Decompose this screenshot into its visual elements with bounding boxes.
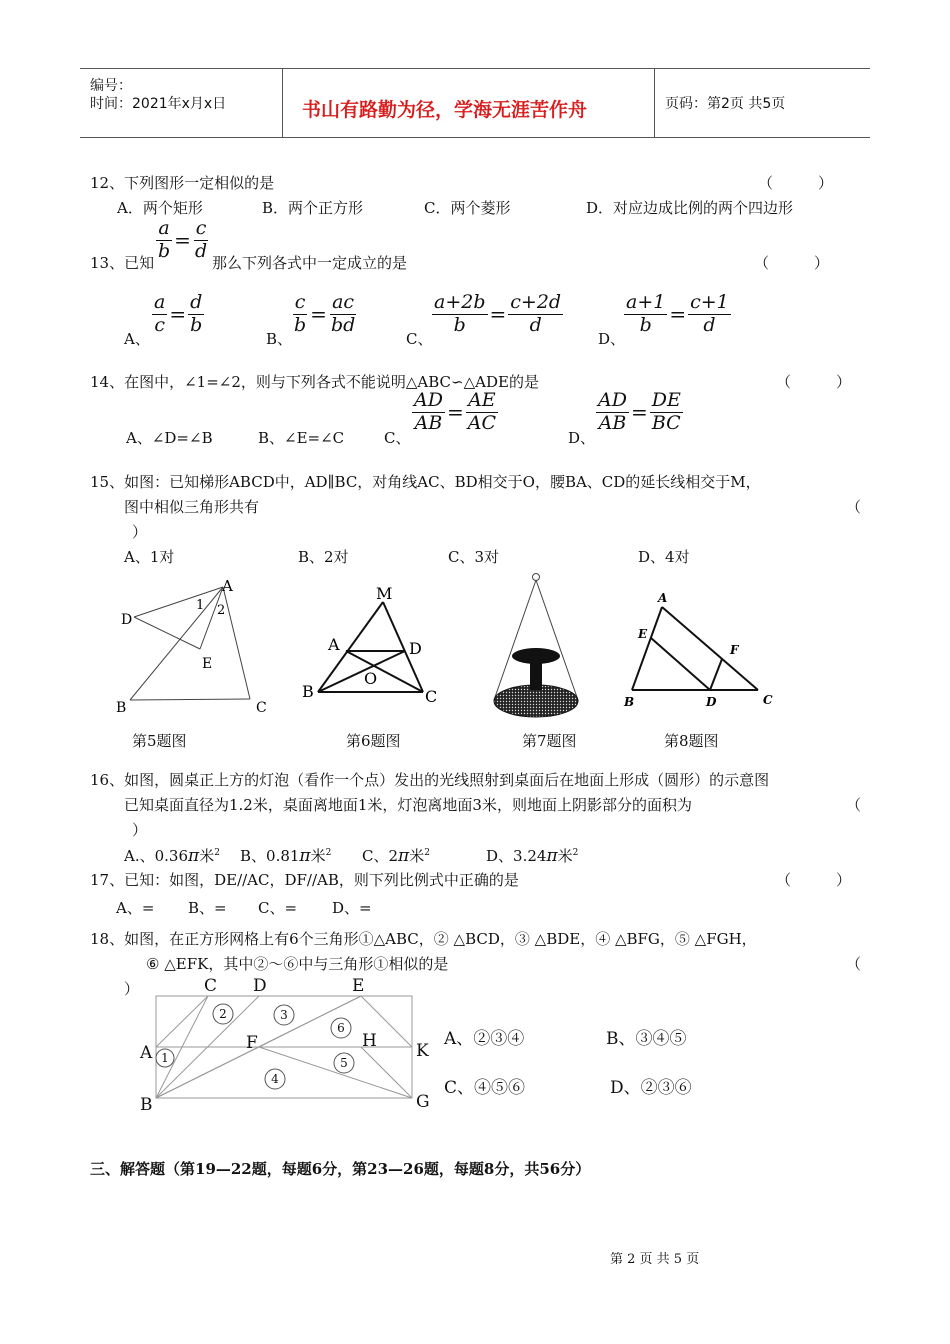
q16-option-c (362, 845, 430, 866)
fraction-denominator: d (529, 313, 542, 336)
q13-given-equation: $\frac{a}{b}$ = $\frac{c}{d}$ (158, 217, 208, 262)
fraction-denominator: AC (467, 411, 496, 434)
figure-18-grid (136, 972, 436, 1114)
figure-8 (616, 582, 786, 712)
fraction-denominator: b (190, 313, 203, 336)
fig18-circle-3: 3 (280, 1008, 288, 1022)
unit-text: 米 (557, 847, 573, 865)
q13-option-c-equation: $\frac{a+2b}{b}$ = $\frac{c+2d}{d}$ (434, 291, 562, 336)
q15-paren-close: ） (132, 523, 148, 541)
q16-option-d (486, 845, 578, 866)
q15-line2: 图中相似三角形共有 (124, 498, 260, 516)
header-meta-cell (80, 69, 283, 137)
q16-line2: 已知桌面直径为1.2米，桌面离地面1米，灯泡离地面3米，则地面上阴影部分的面积为 (124, 796, 692, 814)
fig18-label-d: D (253, 976, 267, 996)
q13-option-b-equation: $\frac{c}{b}$ = $\frac{ac}{bd}$ (294, 291, 356, 336)
fig18-label-k: K (416, 1041, 429, 1061)
fig8-label-e: E (638, 627, 648, 641)
fraction-denominator: b (294, 313, 307, 336)
q14-option-b: B、∠E=∠C (258, 429, 345, 447)
pi-symbol: π (188, 846, 200, 866)
option-value: D、3.24 (486, 847, 547, 865)
header-motto: 书山有路勤为径，学海无涯苦作舟 (302, 99, 588, 121)
fig6-label-d: D (409, 639, 422, 658)
fig8-label-b: B (624, 695, 635, 709)
q14-option-d-label: D、 (568, 429, 596, 447)
unit-text: 米 (409, 847, 425, 865)
figure-7 (484, 568, 594, 720)
q17-option-d: D、= (332, 899, 372, 917)
fraction-numerator: a+2b (434, 291, 486, 313)
option-value: C、2 (362, 847, 399, 865)
fraction-denominator: AB (414, 411, 443, 434)
superscript: 2 (424, 848, 430, 858)
fig18-label-f: F (246, 1033, 258, 1053)
fraction-numerator: AD (598, 389, 627, 411)
fig18-label-g: G (416, 1092, 430, 1112)
fig6-label-b: B (302, 682, 314, 701)
q17-option-b: B、= (188, 899, 227, 917)
q14-option-d-equation: $\frac{AD}{AB}$ = $\frac{DE}{BC}$ (598, 389, 681, 434)
q15-option-c: C、3对 (448, 548, 500, 566)
fig5-label-2: 2 (217, 603, 226, 618)
fig18-label-b: B (140, 1095, 153, 1114)
fig18-label-e: E (352, 976, 365, 996)
fraction-numerator: a+1 (626, 291, 666, 313)
header-page-cell (654, 69, 871, 137)
q13-option-a-equation: $\frac{a}{c}$ = $\frac{d}{b}$ (154, 291, 203, 336)
fraction-denominator: BC (651, 411, 681, 434)
fig7-caption: 第7题图 (522, 732, 577, 750)
fig18-circle-5: 5 (340, 1056, 348, 1070)
q12-paren: （ ） (758, 174, 834, 192)
q15-option-a: A、1对 (124, 548, 175, 566)
q16-option-b (240, 845, 331, 866)
fig18-label-a: A (140, 1043, 153, 1063)
q15-option-d: D、4对 (638, 548, 690, 566)
fig5-label-d: D (121, 612, 133, 628)
fraction-numerator: c+1 (690, 291, 729, 313)
q16-line1: 16、如图，圆桌正上方的灯泡（看作一个点）发出的光线照射到桌面后在地面上形成（圆形）的示意图 (90, 771, 770, 789)
q18-line2: ⑥ △EFK，其中②～⑥中与三角形①相似的是 (146, 955, 449, 973)
fig6-label-m: M (376, 584, 393, 603)
option-value: A.、0.36 (124, 847, 188, 865)
q14-option-c-equation: $\frac{AD}{AB}$ = $\frac{AE}{AC}$ (414, 389, 496, 434)
fig18-circle-2: 2 (219, 1007, 227, 1021)
fig5-label-a: A (222, 577, 233, 595)
q12-option-a: A．两个矩形 (117, 199, 203, 217)
q13-option-a-label: A、 (124, 330, 150, 348)
unit-text: 米 (310, 847, 326, 865)
q18-paren-close: ） (124, 980, 140, 998)
q17-option-a: A、= (116, 899, 155, 917)
q13-prefix: 13、已知 (90, 254, 155, 272)
superscript: 2 (214, 848, 220, 858)
fig6-caption: 第6题图 (346, 732, 401, 750)
fig6-label-o: O (364, 669, 378, 688)
fig5-label-c: C (256, 700, 267, 716)
unit-text: 米 (199, 847, 215, 865)
q16-paren-close: ） (132, 821, 148, 839)
fraction-numerator: c+2d (510, 291, 562, 313)
q13-option-d-equation: $\frac{a+1}{b}$ = $\frac{c+1}{d}$ (626, 291, 729, 336)
fraction-denominator: b (158, 239, 171, 262)
fraction-numerator: AE (468, 389, 496, 411)
q14-option-a: A、∠D=∠B (126, 429, 213, 447)
q18-option-d: D、②③⑥ (610, 1078, 692, 1098)
pi-symbol: π (299, 846, 311, 866)
table-leg (530, 660, 542, 690)
q18-line1: 18、如图，在正方形网格上有6个三角形①△ABC，② △BCD，③ △BDE，④ △BFG，⑤ △FGH， (90, 930, 757, 948)
fig5-caption: 第5题图 (132, 732, 187, 750)
fig18-circle-4: 4 (271, 1072, 279, 1086)
fraction-numerator: c (195, 217, 207, 239)
q18-paren-open: （ (846, 955, 862, 973)
fraction-denominator: c (154, 313, 165, 336)
q15-line1: 15、如图：已知梯形ABCD中，AD∥BC，对角线AC、BD相交于O，腰BA、CD的延长线相交于M， (90, 473, 761, 491)
fraction-numerator: c (294, 291, 306, 313)
q14-stem: 14、在图中，∠1=∠2，则与下列各式不能说明△ABC∽△ADE的是 (90, 373, 539, 391)
q18-option-a: A、②③④ (444, 1029, 525, 1049)
q15-option-b: B、2对 (298, 548, 349, 566)
q17-option-c: C、= (258, 899, 298, 917)
fig8-label-f: F (730, 643, 739, 657)
superscript: 2 (325, 848, 332, 858)
fig18-circle-6: 6 (337, 1021, 345, 1035)
q12-option-d: D．对应边成比例的两个四边形 (586, 199, 794, 217)
q12-option-b: B．两个正方形 (262, 199, 364, 217)
fraction-denominator: d (703, 313, 716, 336)
q15-paren-open: （ (846, 498, 862, 516)
header-page-label: 页码：第2页 共5页 (665, 96, 786, 112)
fig18-label-c: C (204, 976, 218, 996)
fraction-numerator: ac (332, 291, 355, 313)
q13-paren: （ ） (754, 254, 830, 272)
fraction-numerator: AD (414, 389, 443, 411)
section-3-heading: 三、解答题（第19—22题，每题6分，第23—26题，每题8分，共56分） (90, 1160, 591, 1178)
q12-stem: 12、下列图形一定相似的是 (90, 174, 275, 192)
superscript: 2 (572, 848, 579, 858)
fig5-label-e: E (202, 656, 213, 672)
fig18-label-h: H (362, 1031, 377, 1051)
serial-label: 编号： (90, 78, 132, 94)
figure-5 (110, 572, 280, 720)
pi-symbol: π (546, 846, 558, 866)
fig6-label-c: C (425, 687, 438, 705)
table-top (512, 648, 560, 664)
q16-option-a (124, 845, 220, 866)
time-label: 时间：2021年x月x日 (90, 96, 227, 112)
pi-symbol: π (398, 846, 410, 866)
fraction-denominator: d (194, 239, 208, 262)
page-footer: 第 2 页 共 5 页 (610, 1252, 700, 1267)
fig8-label-a: A (658, 591, 668, 605)
q13-option-c-label: C、 (406, 330, 433, 348)
q16-paren-open: （ (846, 796, 862, 814)
fraction-numerator: a (154, 291, 166, 313)
fig8-caption: 第8题图 (664, 732, 719, 750)
q13-suffix: 那么下列各式中一定成立的是 (212, 254, 408, 272)
fraction-denominator: b (453, 313, 466, 336)
q13-option-b-label: B、 (266, 330, 293, 348)
q14-paren: （ ） (776, 373, 852, 391)
q13-option-d-label: D、 (598, 330, 626, 348)
q14-option-c-label: C、 (384, 429, 411, 447)
q18-option-c: C、④⑤⑥ (444, 1078, 526, 1098)
fig6-label-a: A (328, 635, 340, 654)
q17-paren: （ ） (776, 871, 852, 889)
figure-6 (298, 580, 448, 705)
page-header (80, 68, 870, 138)
option-value: B、0.81 (240, 847, 300, 865)
fraction-numerator: a (158, 217, 170, 239)
fraction-denominator: b (639, 313, 652, 336)
fig5-label-1: 1 (196, 598, 205, 613)
q17-stem: 17、已知：如图，DE//AC，DF//AB，则下列比例式中正确的是 (90, 871, 519, 889)
fig5-label-b: B (116, 700, 127, 716)
fraction-denominator: AB (598, 411, 627, 434)
fig18-circle-1: 1 (161, 1051, 169, 1065)
lamp-bulb-icon (533, 574, 540, 581)
fig8-label-d: D (706, 695, 717, 709)
fraction-numerator: d (190, 291, 203, 313)
fig8-label-c: C (763, 693, 773, 707)
q18-option-b: B、③④⑤ (606, 1029, 687, 1049)
q12-option-c: C．两个菱形 (424, 199, 511, 217)
fraction-numerator: DE (651, 389, 681, 411)
fraction-denominator: bd (330, 313, 356, 336)
